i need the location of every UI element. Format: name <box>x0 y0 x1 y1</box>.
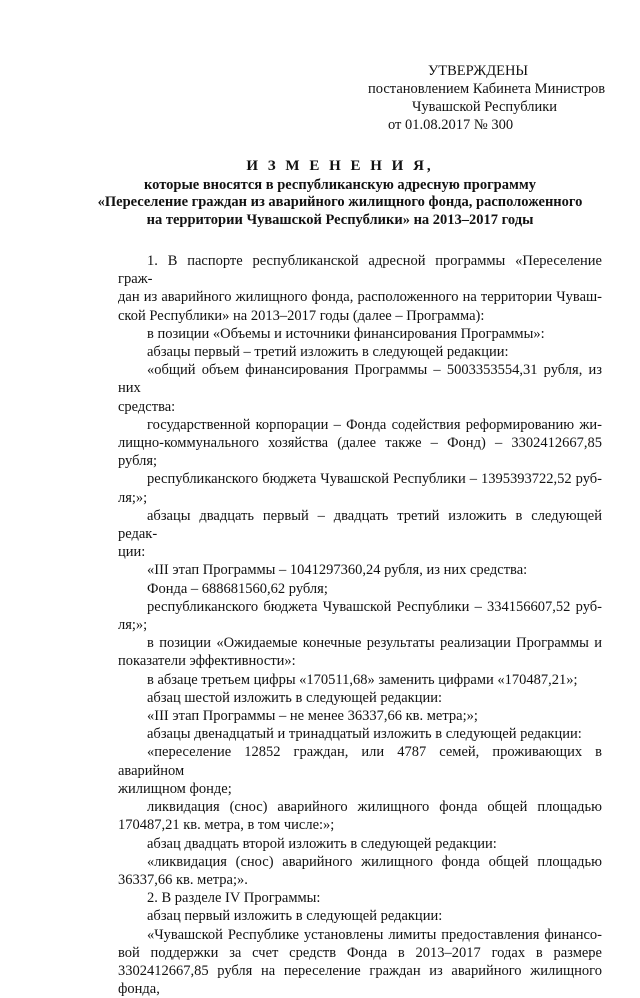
body-line: «переселение 12852 граждан, или 4787 семей, проживающих в аварийном <box>118 744 602 779</box>
body-line: в позиции «Ожидаемые конечные результаты реализации Программы и <box>147 635 602 652</box>
body-line: ции: <box>118 544 146 561</box>
body-line: 1. В паспорте республиканской адресной программы «Переселение граж- <box>118 253 602 288</box>
body-line: Фонда – 688681560,62 рубля; <box>147 580 328 597</box>
body-line: «III этап Программы – не менее 36337,66 кв. метра;»; <box>147 708 478 725</box>
body-line: республиканского бюджета Чувашской Республики – 1395393722,52 руб- <box>147 471 602 488</box>
title-line-4: на территории Чувашской Республики» на 2013–2017 годы <box>146 211 534 228</box>
approved-republic: Чувашской Республики <box>412 99 558 115</box>
approved-by: постановлением Кабинета Министров <box>368 81 606 97</box>
body-line: ля;»; <box>118 489 148 506</box>
body-line: республиканского бюджета Чувашской Республики – 334156607,52 руб- <box>147 598 602 615</box>
document-body <box>118 252 602 998</box>
title-heading: И З М Е Н Е Н И Я, <box>246 158 434 174</box>
body-line: абзацы двадцать первый – двадцать третий изложить в следующей редак- <box>118 507 602 543</box>
body-line: абзац шестой изложить в следующей редакции: <box>147 689 442 706</box>
body-line: в позиции «Объемы и источники финансирования Программы»: <box>147 325 545 342</box>
approved-heading: УТВЕРЖДЕНЫ <box>428 63 529 79</box>
body-line: «общий объем финансирования Программы – 5003353554,31 рубля, из них <box>118 362 602 397</box>
body-line: «III этап Программы – 1041297360,24 рубля, из них средства: <box>147 562 528 579</box>
body-line: средства: <box>118 398 176 415</box>
approved-date-number: от 01.08.2017 № 300 <box>388 117 514 133</box>
body-line: 36337,66 кв. метра;». <box>118 871 248 888</box>
body-line: жилищном фонде; <box>118 780 232 797</box>
body-line: ля;»; <box>118 617 148 634</box>
title-line-2: которые вносятся в республиканскую адресную программу <box>144 176 536 193</box>
body-line: «Чувашской Республике установлены лимиты предоставления финансо- <box>147 926 602 943</box>
title-line-3: «Переселение граждан из аварийного жилищного фонда, расположенного <box>97 194 583 210</box>
approval-stamp <box>368 62 618 134</box>
body-line: абзацы двенадцатый и тринадцатый изложить в следующей редакции: <box>147 726 582 743</box>
body-line: абзацы первый – третий изложить в следующей редакции: <box>147 344 509 361</box>
body-line: ликвидация (снос) аварийного жилищного фонда общей площадью <box>147 799 602 816</box>
body-line: государственной корпорации – Фонда содействия реформированию жи- <box>147 416 602 433</box>
document-title <box>80 158 600 229</box>
body-line: 3302412667,85 рубля на переселение граждан из аварийного жилищного фонда, <box>118 962 602 998</box>
body-line: абзац первый изложить в следующей редакции: <box>147 908 443 925</box>
body-line: дан из аварийного жилищного фонда, расположенного на территории Чуваш- <box>118 289 602 306</box>
body-line: абзац двадцать второй изложить в следующей редакции: <box>147 835 497 852</box>
body-line: лищно-коммунального хозяйства (далее также – Фонд) – 3302412667,85 рубля; <box>118 435 602 470</box>
body-line: показатели эффективности»: <box>118 653 296 670</box>
body-line: ской Республики» на 2013–2017 годы (далее – Программа): <box>118 307 485 324</box>
body-line: 170487,21 кв. метра, в том числе:»; <box>118 817 335 834</box>
body-line: 2. В разделе IV Программы: <box>147 890 321 907</box>
body-line: в абзаце третьем цифры «170511,68» заменить цифрами «170487,21»; <box>147 671 578 688</box>
body-line: вой поддержки за счет средств Фонда в 2013–2017 годах в размере <box>118 944 602 961</box>
body-line: «ликвидация (снос) аварийного жилищного фонда общей площадью <box>147 853 602 870</box>
